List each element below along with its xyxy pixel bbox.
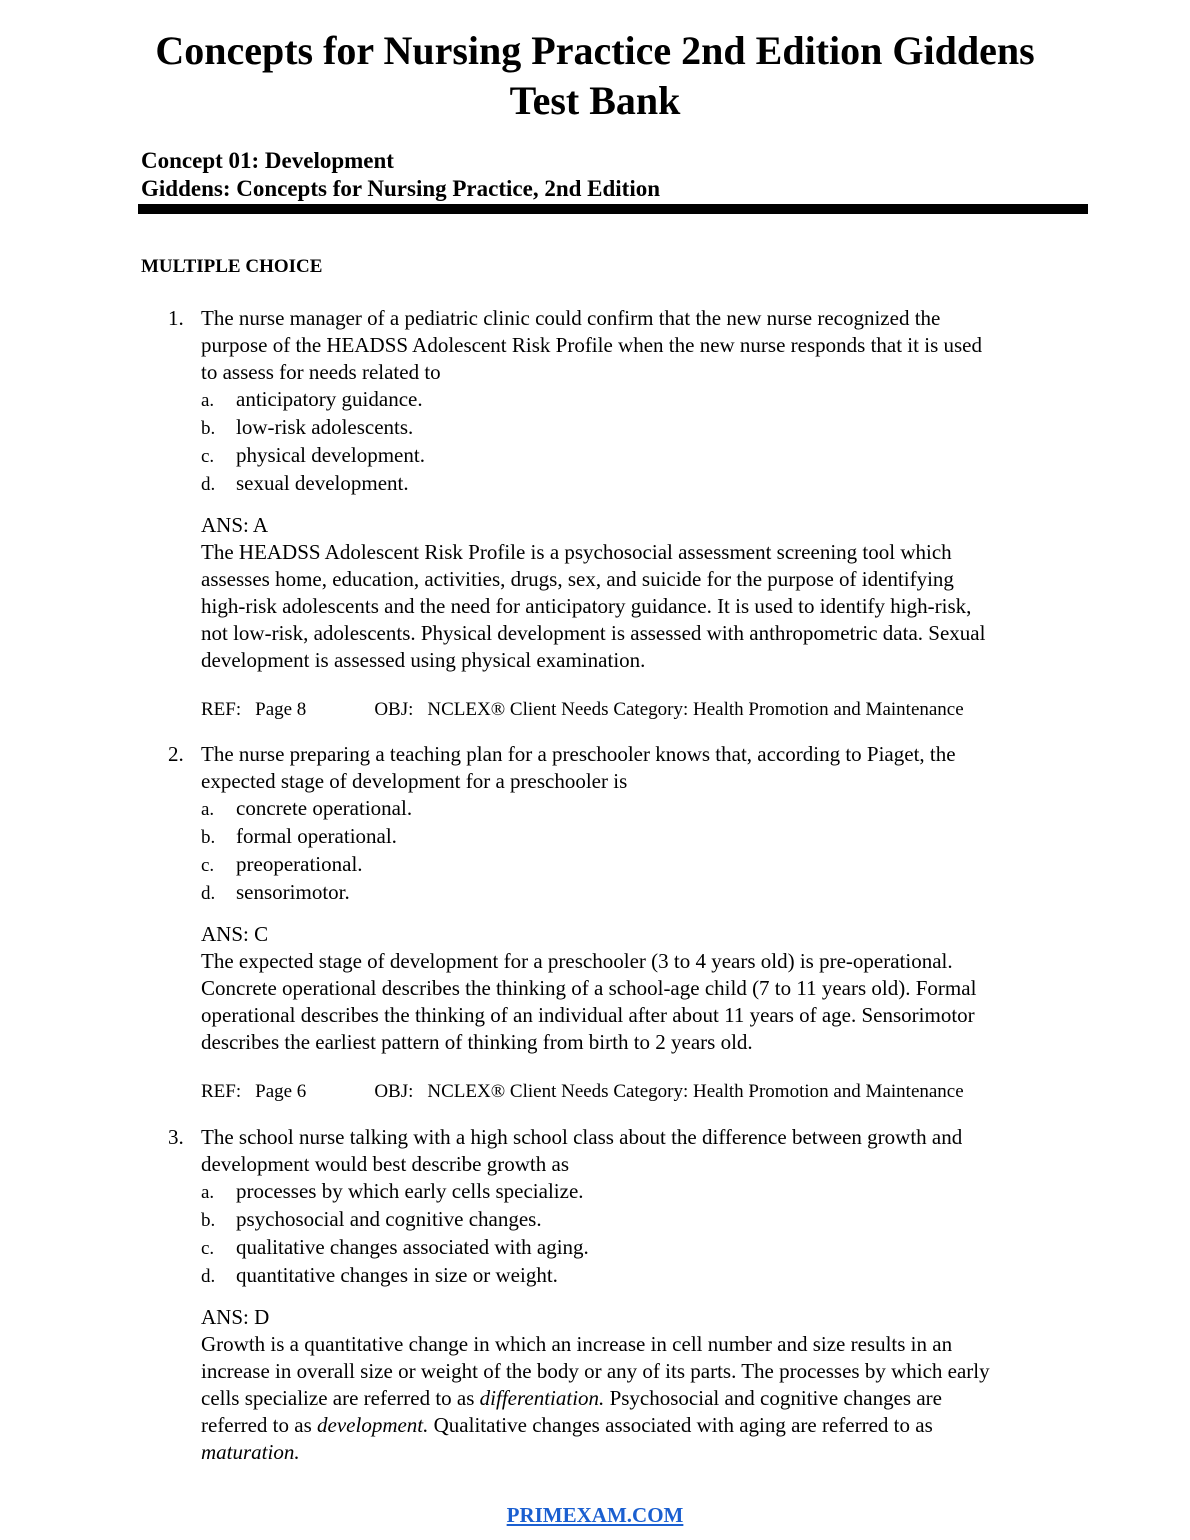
reference-line: [201, 696, 1091, 723]
rationale-text: Qualitative changes associated with aging are referred to as: [428, 1413, 933, 1437]
option-letter: b.: [201, 1210, 216, 1231]
question-stem: [201, 305, 1091, 386]
stem-line: purpose of the HEADSS Adolescent Risk Profile when the new nurse responds that it is used: [201, 333, 982, 357]
rationale-line: [201, 1331, 1091, 1358]
option-text: anticipatory guidance.: [236, 387, 423, 411]
ref-page: Page 6: [255, 1081, 307, 1102]
question-number: 2.: [168, 742, 184, 766]
answer-key: ANS: A: [201, 513, 269, 537]
section-heading: MULTIPLE CHOICE: [141, 256, 323, 277]
question-block: [0, 741, 1190, 1105]
answer-option: [201, 1206, 1190, 1234]
rationale-text: differentiation.: [479, 1386, 605, 1410]
answer-option: [201, 386, 1190, 414]
option-text: sexual development.: [236, 471, 409, 495]
rationale-text: increase in overall size or weight of the body or any of its parts. The processes by which early: [201, 1359, 990, 1383]
answer-option: [201, 1178, 1190, 1206]
answer-option: [201, 823, 1190, 851]
rationale-text: Psychosocial and cognitive changes are: [604, 1386, 942, 1410]
obj-text: NCLEX® Client Needs Category: Health Promotion and Maintenance: [427, 1081, 964, 1102]
stem-line: development would best describe growth as: [201, 1152, 569, 1176]
stem-line: expected stage of development for a preschooler is: [201, 769, 628, 793]
stem-line: The nurse manager of a pediatric clinic could confirm that the new nurse recognized the: [201, 306, 941, 330]
rationale-text: cells specialize are referred to as: [201, 1386, 480, 1410]
option-text: physical development.: [236, 443, 425, 467]
rationale: [201, 948, 1091, 1056]
rationale: [201, 1331, 1091, 1466]
option-text: concrete operational.: [236, 796, 413, 820]
ref-label: REF:: [201, 1081, 242, 1102]
option-letter: c.: [201, 1238, 215, 1259]
question-number: 3.: [168, 1125, 184, 1149]
option-text: sensorimotor.: [236, 880, 350, 904]
option-letter: b.: [201, 827, 216, 848]
rationale-line: [201, 1439, 1091, 1466]
book-heading: Giddens: Concepts for Nursing Practice, 2nd Edition: [141, 176, 661, 201]
answer-option: [201, 442, 1190, 470]
rationale-text: The HEADSS Adolescent Risk Profile is a psychosocial assessment screening tool which: [201, 540, 952, 564]
answer-option: [201, 879, 1190, 907]
rationale-text: referred to as: [201, 1413, 318, 1437]
question-block: [0, 305, 1190, 723]
rationale-text: high-risk adolescents and the need for anticipatory guidance. It is used to identify high-risk,: [201, 594, 972, 618]
rationale-text: development.: [317, 1413, 429, 1437]
answer-option: [201, 470, 1190, 498]
option-letter: a.: [201, 1182, 215, 1203]
rationale-line: [201, 948, 1091, 975]
option-text: preoperational.: [236, 852, 363, 876]
rationale-line: [201, 1029, 1091, 1056]
option-letter: d.: [201, 883, 216, 904]
answer-key: ANS: C: [201, 922, 269, 946]
objective: [374, 1081, 963, 1102]
heading-divider: [138, 204, 1088, 214]
stem-line: The school nurse talking with a high school class about the difference between growth and: [201, 1125, 963, 1149]
rationale-text: Concrete operational describes the thinking of a school-age child (7 to 11 years old). Formal: [201, 976, 977, 1000]
answer-option: [201, 414, 1190, 442]
option-letter: a.: [201, 390, 215, 411]
option-letter: c.: [201, 446, 215, 467]
rationale-line: [201, 1002, 1091, 1029]
ref-label: REF:: [201, 699, 242, 720]
rationale-text: Growth is a quantitative change in which an increase in cell number and size results in an: [201, 1332, 953, 1356]
stem-line: to assess for needs related to: [201, 360, 441, 384]
answer-option: [201, 851, 1190, 879]
option-text: formal operational.: [236, 824, 397, 848]
option-letter: c.: [201, 855, 215, 876]
rationale-text: assesses home, education, activities, drugs, sex, and suicide for the purpose of identifying: [201, 567, 954, 591]
rationale-text: The expected stage of development for a preschooler (3 to 4 years old) is pre-operational.: [201, 949, 953, 973]
option-text: low-risk adolescents.: [236, 415, 414, 439]
rationale-text: development is assessed using physical examination.: [201, 648, 646, 672]
option-letter: d.: [201, 474, 216, 495]
obj-label: OBJ:: [374, 1081, 414, 1102]
question-stem: [201, 741, 1091, 795]
obj-text: NCLEX® Client Needs Category: Health Promotion and Maintenance: [427, 699, 964, 720]
option-letter: b.: [201, 418, 216, 439]
objective: [374, 699, 963, 720]
rationale-line: [201, 593, 1091, 620]
document-subtitle: [141, 147, 660, 203]
title-line: Concepts for Nursing Practice 2nd Edition Giddens: [155, 28, 1035, 73]
ref-page: Page 8: [255, 699, 307, 720]
option-text: psychosocial and cognitive changes.: [236, 1207, 542, 1231]
rationale-line: [201, 620, 1091, 647]
document-title: [0, 26, 1190, 126]
answer-option: [201, 1234, 1190, 1262]
stem-line: The nurse preparing a teaching plan for a preschooler knows that, according to Piaget, the: [201, 742, 956, 766]
answer-key: ANS: D: [201, 1305, 270, 1329]
rationale-line: [201, 539, 1091, 566]
concept-heading: Concept 01: Development: [141, 148, 394, 173]
rationale-line: [201, 1385, 1091, 1412]
rationale-text: describes the earliest pattern of thinking from birth to 2 years old.: [201, 1030, 753, 1054]
footer-link[interactable]: PRIMEXAM.COM: [506, 1503, 684, 1527]
option-text: quantitative changes in size or weight.: [236, 1263, 558, 1287]
rationale-line: [201, 647, 1091, 674]
rationale-line: [201, 1412, 1091, 1439]
reference-line: [201, 1078, 1091, 1105]
option-letter: a.: [201, 799, 215, 820]
question-number: 1.: [168, 306, 184, 330]
rationale-text: operational describes the thinking of an individual after about 11 years of age. Sensorimotor: [201, 1003, 975, 1027]
rationale: [201, 539, 1091, 674]
rationale-text: maturation.: [201, 1440, 300, 1464]
obj-label: OBJ:: [374, 699, 414, 720]
answer-option: [201, 1262, 1190, 1290]
rationale-line: [201, 975, 1091, 1002]
title-line: Test Bank: [509, 78, 681, 123]
answer-option: [201, 795, 1190, 823]
option-letter: d.: [201, 1266, 216, 1287]
option-text: processes by which early cells specialize.: [236, 1179, 584, 1203]
question-stem: [201, 1124, 1091, 1178]
option-text: qualitative changes associated with aging.: [236, 1235, 589, 1259]
question-block: [0, 1124, 1190, 1466]
rationale-text: not low-risk, adolescents. Physical development is assessed with anthropometric data. Sexual: [201, 621, 986, 645]
rationale-line: [201, 1358, 1091, 1385]
rationale-line: [201, 566, 1091, 593]
